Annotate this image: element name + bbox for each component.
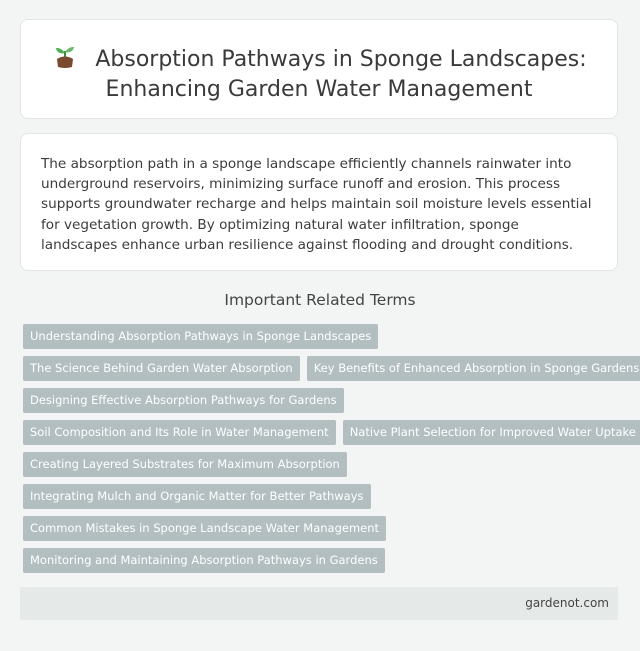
tag-row bbox=[23, 484, 623, 509]
related-term-tag[interactable]: Creating Layered Substrates for Maximum Absorption bbox=[23, 452, 347, 477]
footer-site-link[interactable]: gardenot.com bbox=[525, 596, 609, 610]
tag-row bbox=[23, 420, 636, 445]
description-text: The absorption path in a sponge landscape efficiently channels rainwater into underground reservoirs, minimizing surface runoff and erosion. This process supports groundwater recharge and helps maintain soil moisture levels essential for vegetation growth. By optimizing natural water infiltration, sponge landscapes enhance urban resilience against flooding and drought conditions. bbox=[41, 156, 592, 253]
footer bbox=[20, 587, 618, 620]
related-term-tag[interactable]: Common Mistakes in Sponge Landscape Water Management bbox=[23, 516, 386, 541]
tag-row bbox=[23, 548, 623, 573]
tag-row bbox=[23, 516, 623, 541]
related-term-tag[interactable]: Key Benefits of Enhanced Absorption in Sponge Gardens bbox=[307, 356, 640, 381]
related-terms-list bbox=[23, 324, 640, 580]
title-line-1 bbox=[21, 42, 617, 75]
tag-row bbox=[23, 356, 640, 381]
sprout-icon bbox=[51, 42, 79, 70]
title-line-2: Enhancing Garden Water Management bbox=[105, 77, 533, 102]
title-card bbox=[20, 19, 618, 119]
related-term-tag[interactable]: Monitoring and Maintaining Absorption Pathways in Gardens bbox=[23, 548, 385, 573]
tag-row bbox=[23, 452, 623, 477]
tag-row bbox=[23, 388, 623, 413]
related-term-tag[interactable]: Native Plant Selection for Improved Water Uptake bbox=[343, 420, 640, 445]
related-term-tag[interactable]: Understanding Absorption Pathways in Sponge Landscapes bbox=[23, 324, 378, 349]
tag-row bbox=[23, 324, 623, 349]
related-term-tag[interactable]: The Science Behind Garden Water Absorption bbox=[23, 356, 300, 381]
related-term-tag[interactable]: Soil Composition and Its Role in Water Management bbox=[23, 420, 336, 445]
related-term-tag[interactable]: Integrating Mulch and Organic Matter for Better Pathways bbox=[23, 484, 371, 509]
title-text-1: Absorption Pathways in Sponge Landscapes: bbox=[95, 47, 587, 72]
page-title bbox=[21, 42, 617, 105]
description-card bbox=[20, 133, 618, 271]
related-term-tag[interactable]: Designing Effective Absorption Pathways for Gardens bbox=[23, 388, 344, 413]
related-terms-heading: Important Related Terms bbox=[224, 291, 416, 309]
